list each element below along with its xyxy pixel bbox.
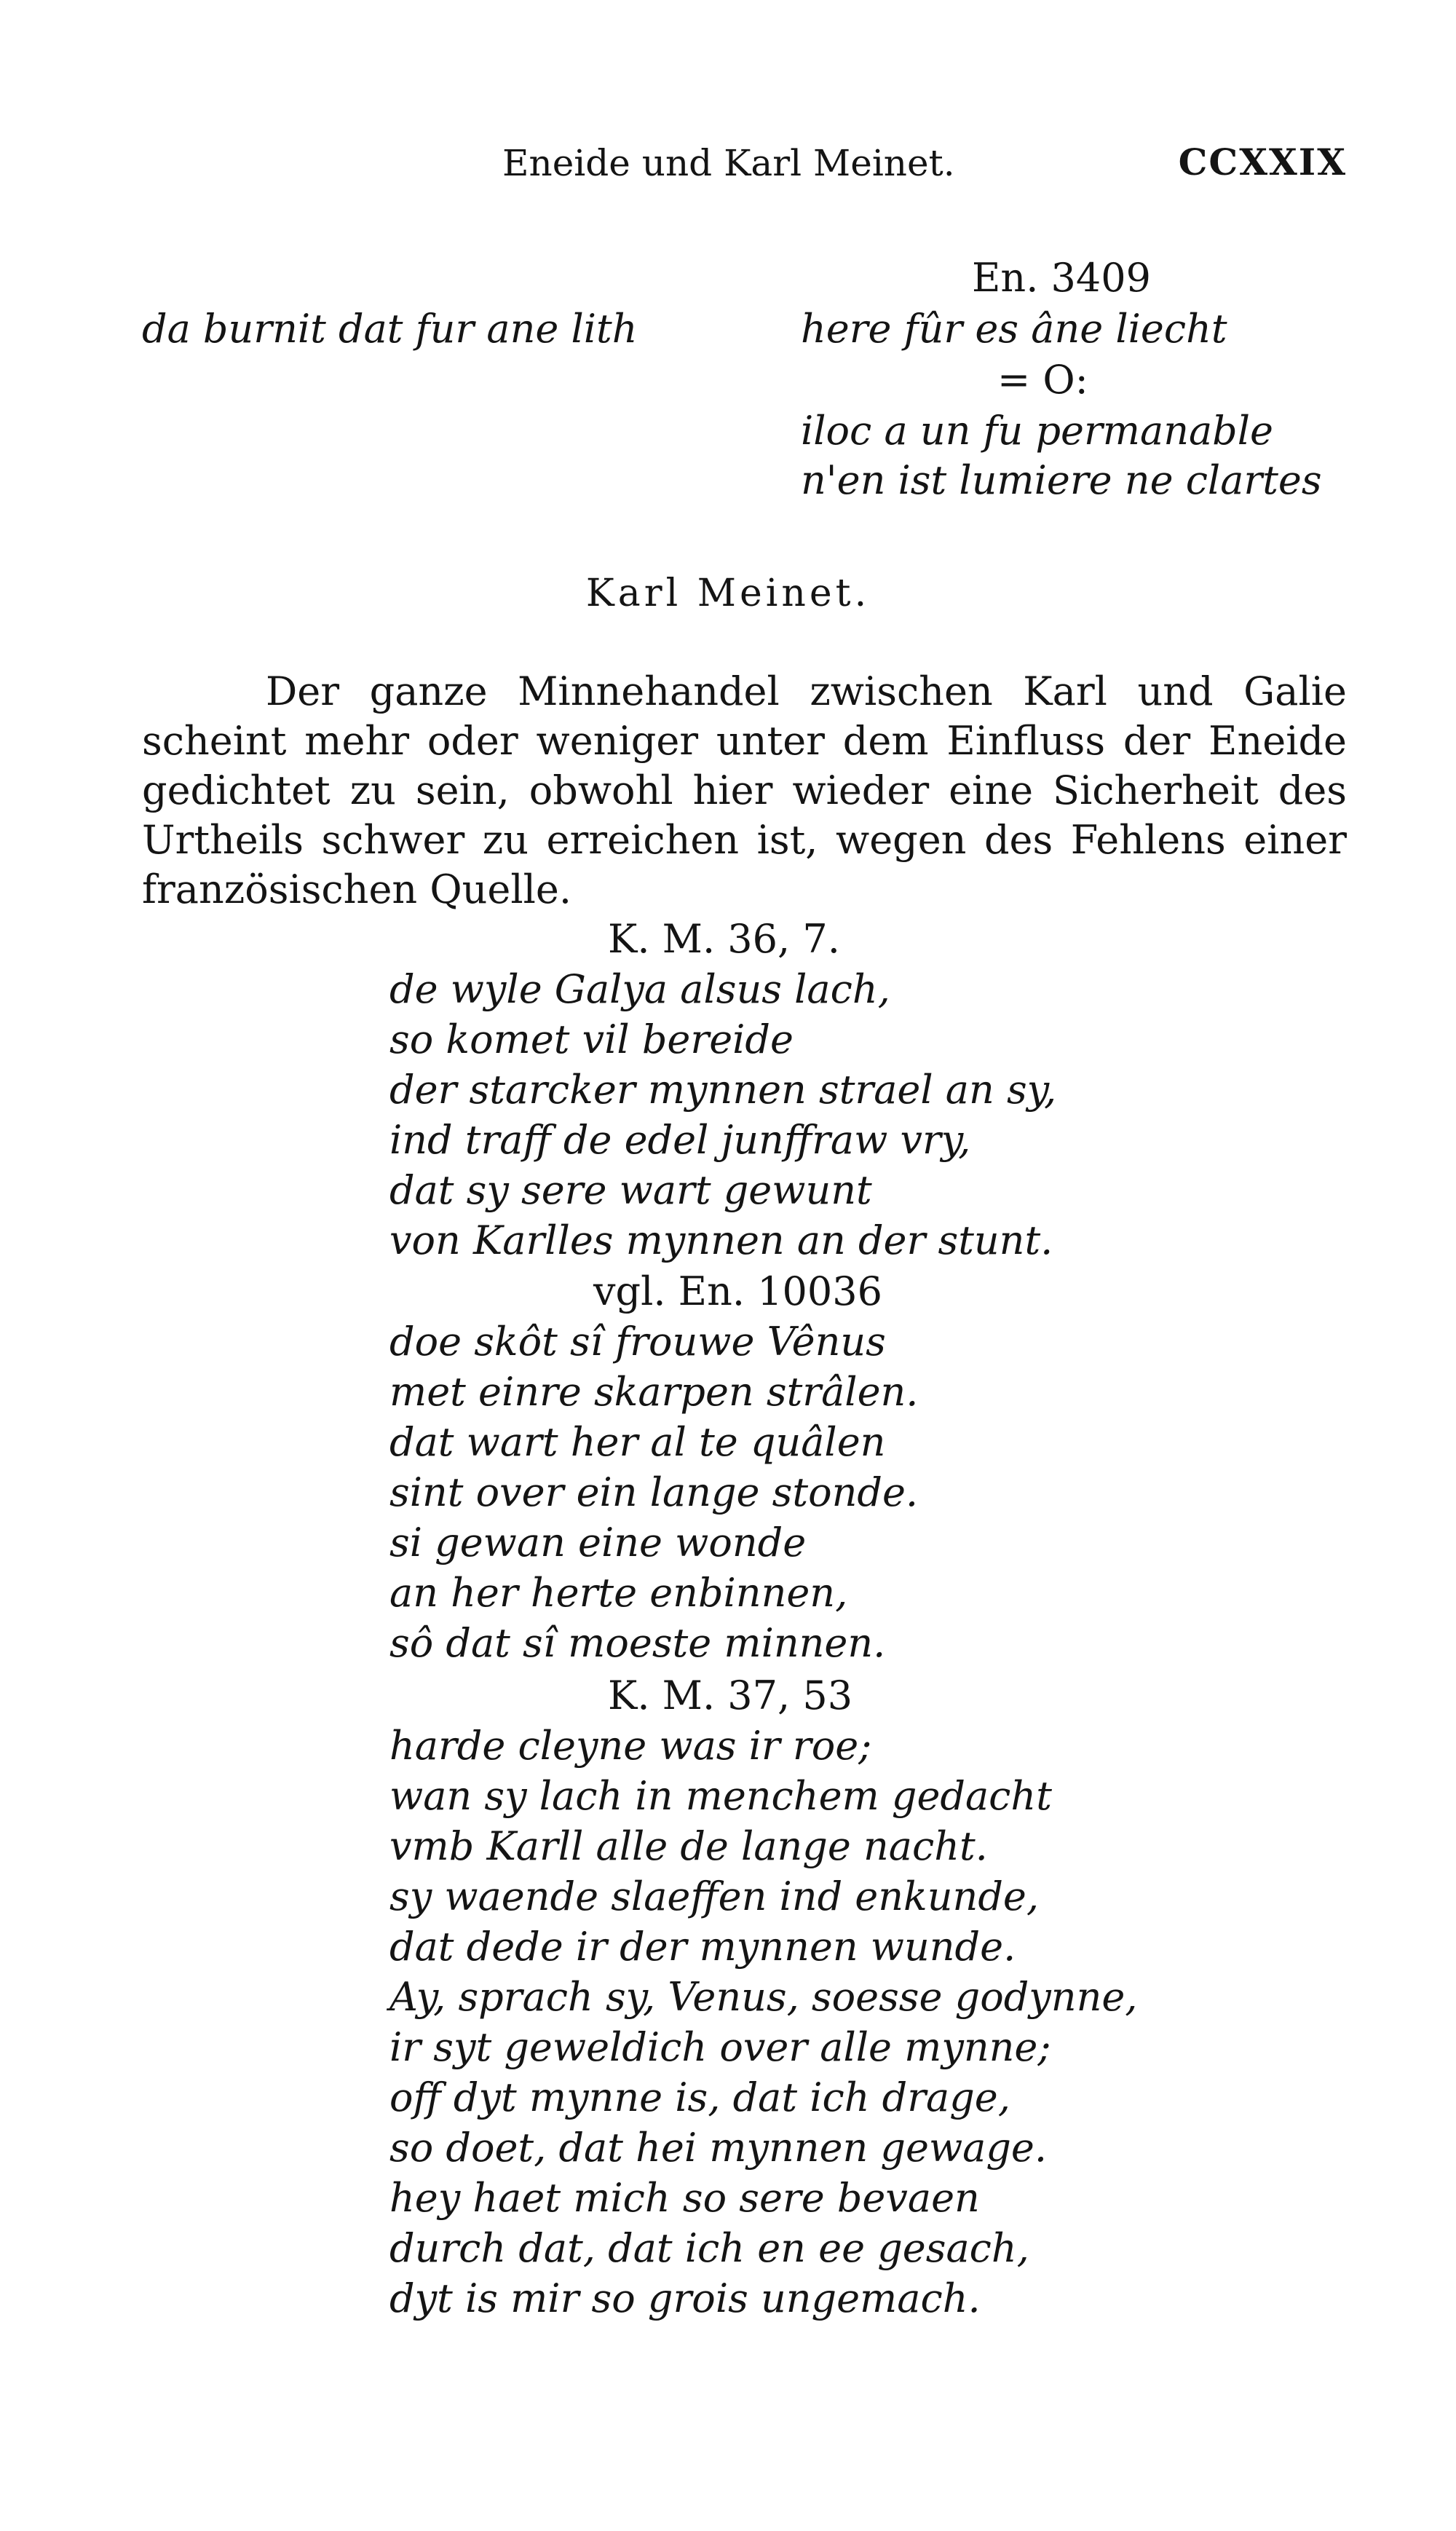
block-1-reference: K. M. 36, 7. <box>608 916 840 962</box>
verse-line: dat dede ir der mynnen wunde. <box>389 1924 1016 1970</box>
verse-line: dat wart her al te quâlen <box>389 1419 886 1465</box>
running-header-title: Eneide und Karl Meinet. <box>502 142 955 184</box>
verse-line: sô dat sî moeste minnen. <box>389 1620 886 1666</box>
verse-line: met einre skarpen strâlen. <box>389 1369 919 1415</box>
quote-block-2 <box>389 1267 918 1668</box>
verse-line: dyt is mir so grois ungemach. <box>389 2275 981 2321</box>
verse-line: de wyle Galya alsus lach, <box>389 966 890 1012</box>
french-line-2: n'en ist lumiere ne clartes <box>801 457 1322 503</box>
verse-line: vmb Karll alle de lange nacht. <box>389 1823 988 1869</box>
verse-line: hey haet mich so sere bevaen <box>389 2175 980 2221</box>
equivalence-reference: = O: <box>997 357 1088 403</box>
verse-line: Ay, sprach sy, Venus, soesse godynne, <box>389 1974 1138 2020</box>
quote-block-3 <box>389 1671 1137 2323</box>
verse-line: dat sy sere wart gewunt <box>389 1167 872 1213</box>
block-3-reference: K. M. 37, 53 <box>608 1673 853 1718</box>
verse-line: so doet, dat hei mynnen gewage. <box>389 2125 1048 2171</box>
french-line-1: iloc a un fu permanable <box>801 408 1273 454</box>
verse-line: off dyt mynne is, dat ich drage, <box>389 2074 1010 2120</box>
right-reference: En. 3409 <box>972 255 1151 301</box>
verse-line: ind traff de edel junffraw vry, <box>389 1117 971 1163</box>
verse-line: sy waende slaeffen ind enkunde, <box>389 1873 1040 1919</box>
prose-text: Der ganze Minnehandel zwischen Karl und Galie scheint mehr oder weniger unter dem Einfluss der Eneide gedichtet zu sein, obwohl hier wieder eine Sicherheit des Urtheils schwer zu erreichen ist, wegen des Fehlens einer französischen Quelle. <box>142 668 1347 912</box>
verse-line: so komet vil bereide <box>389 1016 794 1062</box>
verse-line: der starcker mynnen strael an sy, <box>389 1067 1057 1113</box>
quote-block-1 <box>389 915 1056 1266</box>
verse-line: doe skôt sî frouwe Vênus <box>389 1319 886 1365</box>
right-verse: here fûr es âne liecht <box>801 306 1227 352</box>
verse-line: harde cleyne was ir roe; <box>389 1723 872 1769</box>
verse-line: si gewan eine wonde <box>389 1520 807 1565</box>
verse-line: durch dat, dat ich en ee gesach, <box>389 2225 1029 2271</box>
verse-line: ir syt geweldich over alle mynne; <box>389 2024 1051 2070</box>
verse-line: an her herte enbinnen, <box>389 1570 848 1616</box>
page-number: CCXXIX <box>1178 141 1347 183</box>
prose-paragraph <box>142 667 1347 915</box>
verse-line: sint over ein lange stonde. <box>389 1469 919 1515</box>
verse-line: wan sy lach in menchem gedacht <box>389 1773 1052 1819</box>
block-2-reference: vgl. En. 10036 <box>593 1268 882 1314</box>
verse-line: von Karlles mynnen an der stunt. <box>389 1217 1053 1263</box>
section-title: Karl Meinet. <box>585 572 871 615</box>
left-verse: da burnit dat fur ane lith <box>142 306 638 352</box>
